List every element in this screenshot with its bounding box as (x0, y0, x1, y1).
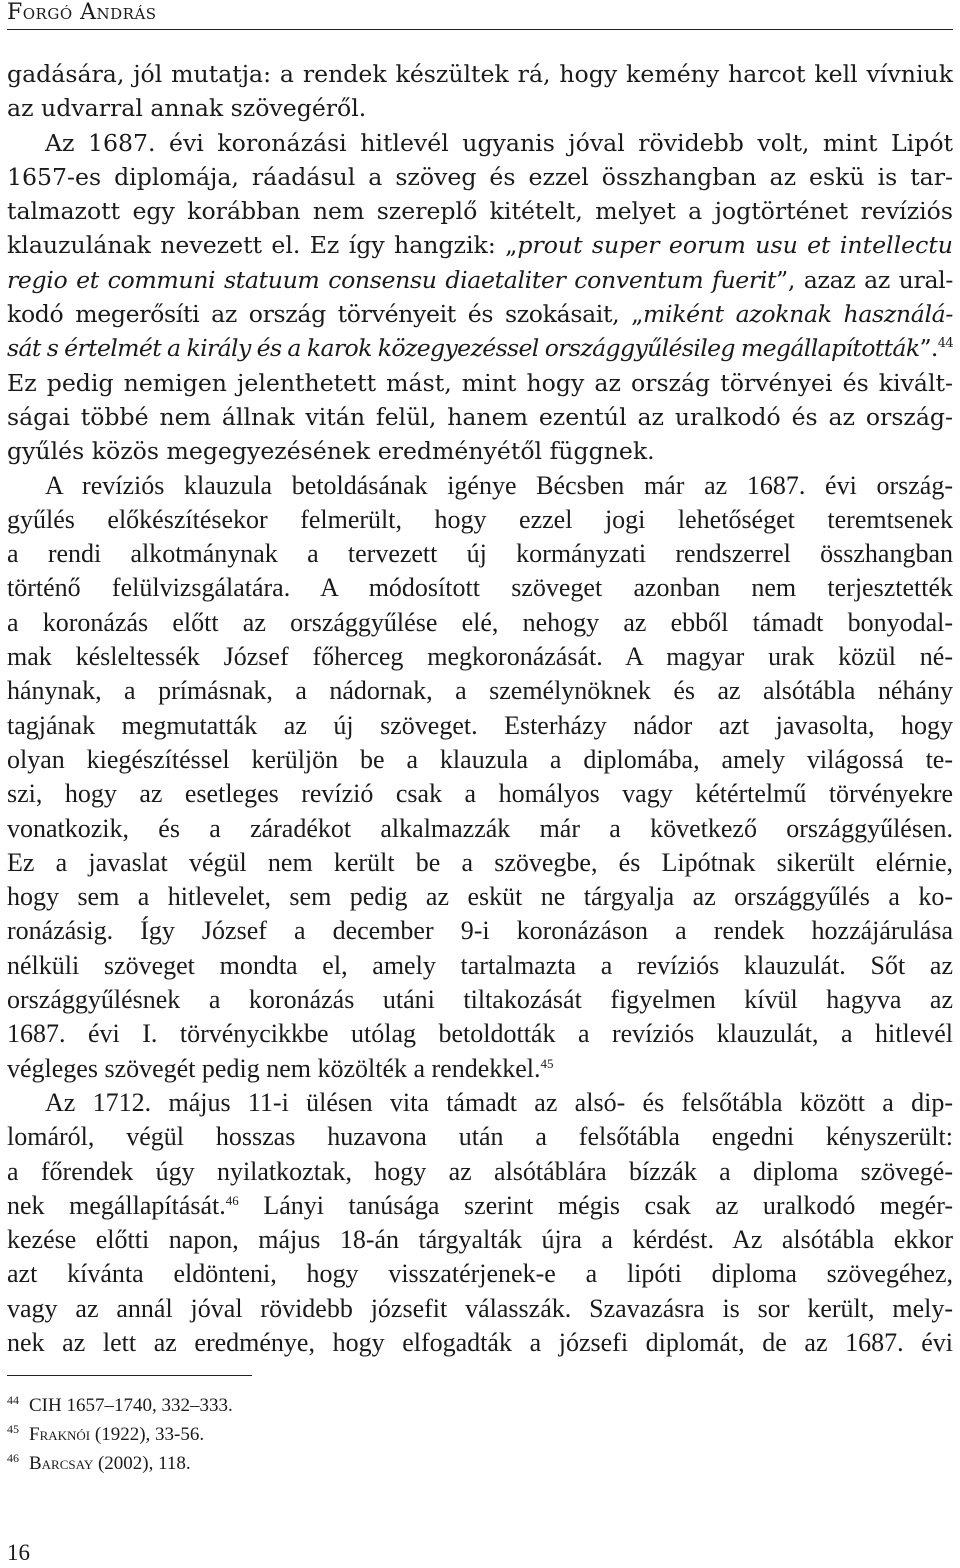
text-run: országgyűlésnek a koronázás utáni tiltakozását figyelmen kívül hagyva az (7, 985, 953, 1015)
text-run: azt kívánta eldönteni, hogy visszatérjenek-e a lipóti diploma szövegéhez, (7, 1259, 953, 1289)
text-run: lomáról, végül hosszas huzavona után a felsőtábla engedni kényszerült: (7, 1122, 953, 1152)
header-rule (7, 29, 953, 30)
footnote-text: (1922), 33-56. (90, 1424, 205, 1445)
quoted-text: sát s értelmét a király és a karok közegyezéssel országgyűlésileg megállapították (7, 334, 920, 363)
text-run: gyűlés előkészítésekor felmerült, hogy ezzel jogi lehetőséget teremtsenek (7, 504, 953, 534)
text-line (7, 812, 953, 846)
footnote: 45 Fraknói (1922), 33-56. (7, 1422, 205, 1445)
text-line (7, 503, 953, 537)
text-line (7, 57, 953, 91)
text-run: a koronázás előtt az országgyűlése elé, nehogy az ebből támadt bonyodal- (7, 607, 953, 637)
text-run: ronázásig. Így József a december 9-i koronázáson a rendek hozzájárulása (7, 916, 953, 946)
text-run: a rendi alkotmánynak a tervezett új kormányzati rendszerrel összhangban (7, 539, 953, 569)
text-run: kodó megerősíti az ország törvényeit és szokásait, „ (7, 300, 643, 329)
footnote-ref: 45 (540, 1055, 554, 1071)
text-run: mak késleltessék József főherceg megkoronázását. A magyar urak közül né- (7, 642, 953, 672)
text-run: szi, hogy az esetleges revízió csak a homályos vagy kétértelmű törvényekre (7, 779, 953, 809)
footnote-text: (2002), 118. (93, 1453, 191, 1474)
text-run: 1657-es diplomája, ráadásul a szöveg és ezzel összhangban az eskü is tar- (7, 162, 953, 191)
text-run: történő felülvizsgálatára. A módosított szöveget azonban nem terjesztették (7, 573, 953, 603)
text-line (7, 571, 953, 605)
text-line (7, 434, 953, 468)
text-run: klauzulának nevezett el. Ez így hangzik: „ (7, 231, 518, 260)
text-line (7, 1257, 953, 1291)
text-run: kezése előtti napon, május 18-án tárgyalták újra a kérdést. Az alsótábla ekkor (7, 1225, 953, 1255)
text-line (7, 846, 953, 880)
text-line (7, 331, 953, 365)
text-run: tagjának megmutatták az új szöveget. Esterházy nádor azt javasolta, hogy (7, 710, 953, 740)
text-run: ”. (919, 334, 938, 363)
text-line (7, 297, 953, 331)
text-run: Ez a javaslat végül nem került be a szövegbe, és Lipótnak sikerült elérnie, (7, 847, 953, 877)
text-line (7, 1052, 953, 1086)
text-run: gadására, jól mutatja: a rendek készültek rá, hogy kemény harcot kell vívniuk (7, 60, 953, 88)
text-line (7, 1155, 953, 1189)
text-line (7, 1292, 953, 1326)
text-line (7, 880, 953, 914)
footnote: 46 Barcsay (2002), 118. (7, 1451, 191, 1474)
text-line (7, 126, 953, 160)
text-line (7, 469, 953, 503)
text-line (7, 1223, 953, 1257)
text-line (7, 400, 953, 434)
footnote: 44 CIH 1657–1740, 332–333. (7, 1393, 233, 1416)
footnote-text: CIH 1657–1740, 332–333. (29, 1395, 233, 1416)
text-line (7, 914, 953, 948)
text-run: hogy sem a hitlevelet, sem pedig az esküt ne tárgyalja az országgyűlés a ko- (7, 882, 953, 912)
text-run: végleges szövegét pedig nem közölték a rendekkel. (7, 1053, 541, 1083)
text-line (7, 91, 953, 125)
text-run: nélküli szöveget mondta el, amely tartalmazta a revíziós klauzulát. Sőt az (7, 950, 953, 980)
text-line (7, 674, 953, 708)
text-line (7, 1189, 953, 1223)
footnote-rule (7, 1375, 252, 1376)
text-run: vagy az annál jóval rövidebb józsefit válasszák. Szavazásra is sor került, mely- (7, 1293, 953, 1323)
quoted-text: prout super eorum usu et intellectu (517, 231, 953, 260)
quoted-text: miként azoknak használá- (642, 300, 953, 329)
text-run: 1687. évi I. törvénycikkbe utólag betoldották a revíziós klauzulát, a hitlevél (7, 1019, 953, 1049)
text-line (7, 194, 953, 228)
body-text (7, 57, 953, 1360)
text-run: ságai többé nem állnak vitán felül, hanem ezentúl az uralkodó és az ország- (7, 402, 953, 431)
text-run: a főrendek úgy nyilatkoztak, hogy az alsótáblára bízzák a diploma szövegé- (7, 1156, 953, 1186)
text-line (7, 983, 953, 1017)
text-line (7, 606, 953, 640)
text-run: nek megállapítását. (7, 1190, 226, 1220)
footnote-ref: 44 (937, 336, 953, 352)
text-line (7, 1120, 953, 1154)
text-run: Az 1712. május 11-i ülésen vita támadt az alsó- és felsőtábla között a dip- (45, 1087, 953, 1117)
running-head: Forgó András (7, 0, 157, 25)
text-line (7, 160, 953, 194)
footnote-ref: 46 (225, 1192, 239, 1208)
page-number: 16 (7, 1540, 30, 1565)
text-line (7, 228, 953, 262)
text-run: ”, azaz az ural- (776, 265, 953, 294)
text-line (7, 366, 953, 400)
text-line (7, 709, 953, 743)
text-run: hánynak, a prímásnak, a nádornak, a személynöknek és az alsótábla néhány (7, 676, 953, 706)
footnote-author: Barcsay (29, 1453, 94, 1474)
text-run: Lányi tanúsága szerint mégis csak az uralkodó megér- (238, 1190, 953, 1220)
text-run: gyűlés közös megegyezésének eredményétől függnek. (7, 437, 655, 466)
text-run: vonatkozik, és a záradékot alkalmazzák már a következő országgyűlésen. (7, 813, 953, 843)
text-run: talmazott egy korábban nem szereplő kitételt, melyet a jogtörténet revíziós (7, 197, 953, 226)
text-line (7, 1326, 953, 1360)
text-run: az udvarral annak szövegéről. (7, 94, 367, 123)
text-run: Ez pedig nemigen jelenthetett mást, mint hogy az ország törvényei és kivált- (7, 368, 953, 397)
text-line (7, 1017, 953, 1051)
text-run: olyan kiegészítéssel kerüljön be a klauzula a diplomába, amely világossá te- (7, 744, 953, 774)
text-line (7, 743, 953, 777)
text-line (7, 1086, 953, 1120)
text-line (7, 777, 953, 811)
footnote-author: Fraknói (29, 1424, 91, 1445)
text-run: Az 1687. évi koronázási hitlevél ugyanis jóval rövidebb volt, mint Lipót (45, 128, 953, 157)
text-line (7, 949, 953, 983)
footnotes (7, 1391, 233, 1478)
text-line (7, 537, 953, 571)
text-run: nek az lett az eredménye, hogy elfogadták a józsefi diplomát, de az 1687. évi (7, 1327, 953, 1357)
quoted-text: regio et communi statuum consensu diaetaliter conventum fuerit (7, 265, 777, 294)
text-run: A revíziós klauzula betoldásának igénye Bécsben már az 1687. évi ország- (45, 470, 953, 500)
text-line (7, 640, 953, 674)
text-line (7, 263, 953, 297)
